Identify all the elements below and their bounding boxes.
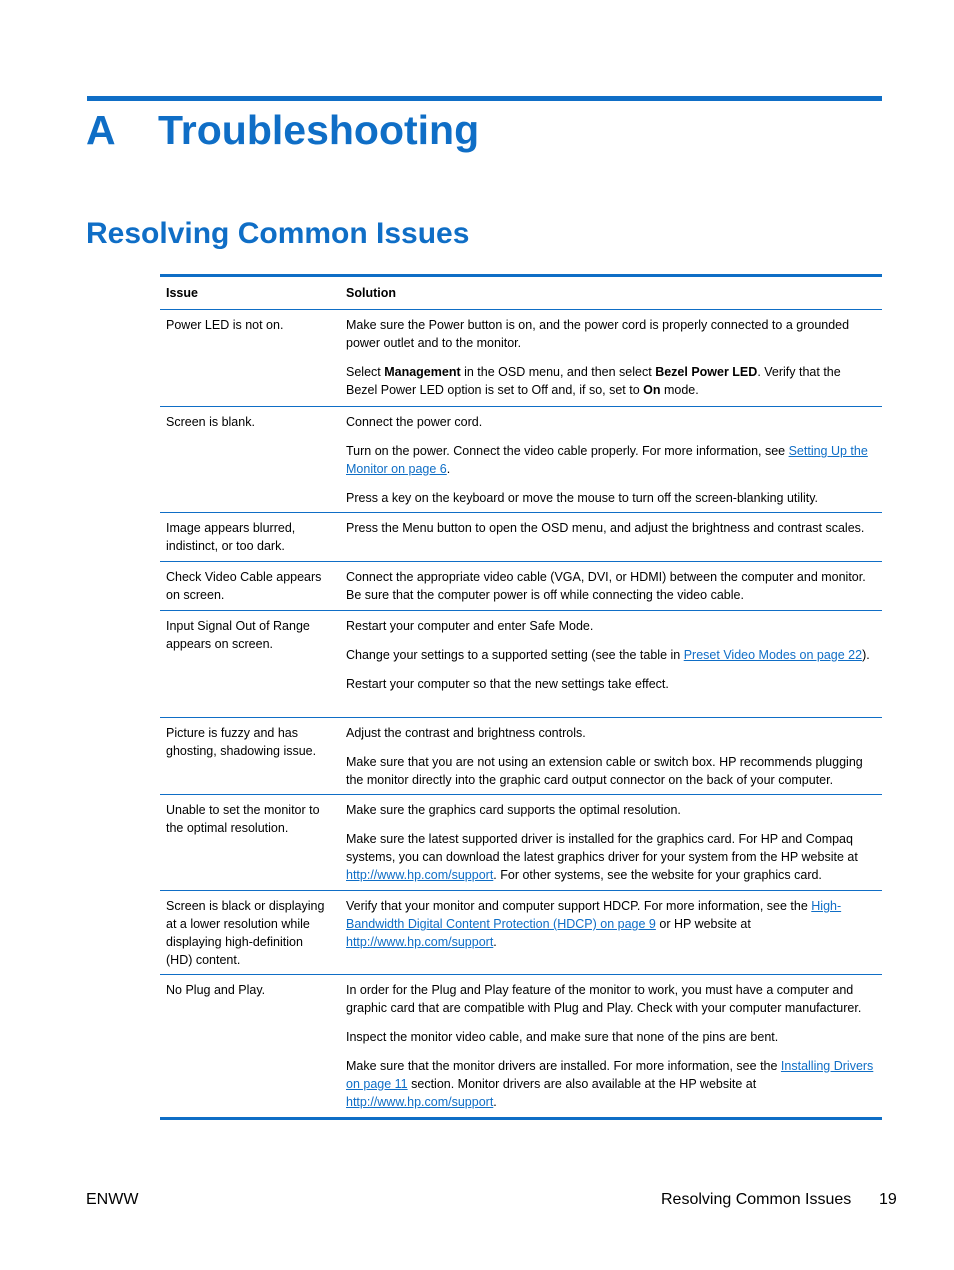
chapter-rule — [87, 96, 882, 101]
table-row — [160, 513, 882, 562]
solution-cell — [340, 562, 882, 610]
solution-text: Press the Menu button to open the OSD menu, and adjust the brightness and contrast scales. — [346, 521, 865, 535]
hp-support-link[interactable]: http://www.hp.com/support — [346, 1095, 494, 1109]
setting-up-monitor-link[interactable]: Setting Up the Monitor on page 6 — [346, 444, 868, 476]
header-solution: Solution — [346, 286, 396, 300]
solution-cell — [340, 611, 882, 717]
issue-cell: Unable to set the monitor to the optimal resolution. — [166, 803, 320, 835]
chapter-heading — [86, 104, 479, 156]
solution-text: Verify that your monitor and computer support HDCP. For more information, see the High-Bandwidth Digital Content Protection (HDCP) on page 9 or HP website at http://www.hp.com/support. — [346, 899, 842, 949]
solution-text: Restart your computer so that the new settings take effect. — [346, 677, 669, 691]
solution-text: Change your settings to a supported setting (see the table in Preset Video Modes on page 22). — [346, 648, 870, 662]
footer-enww: ENWW — [86, 1191, 139, 1208]
page-number: 19 — [879, 1191, 897, 1208]
solution-text: Make sure that the monitor drivers are installed. For more information, see the Installing Drivers on page 11 section. Monitor drivers are also available at the HP website at http://www.hp.com/support. — [346, 1059, 874, 1109]
issue-cell: Screen is blank. — [166, 415, 255, 429]
issue-cell: Image appears blurred, indistinct, or too dark. — [166, 521, 296, 553]
header-issue: Issue — [166, 286, 198, 300]
table-row — [160, 975, 882, 1117]
issue-cell: Power LED is not on. — [166, 318, 284, 332]
section-title: Resolving Common Issues — [86, 217, 470, 250]
solution-text: Connect the power cord. — [346, 415, 483, 429]
issue-cell: Picture is fuzzy and has ghosting, shadowing issue. — [166, 726, 317, 758]
installing-drivers-link[interactable]: Installing Drivers on page 11 — [346, 1059, 874, 1091]
issue-cell: Input Signal Out of Range appears on screen. — [166, 619, 310, 651]
hdcp-link[interactable]: High-Bandwidth Digital Content Protection (HDCP) on page 9 — [346, 899, 842, 931]
table-row — [160, 310, 882, 407]
hp-support-link[interactable]: http://www.hp.com/support — [346, 868, 494, 882]
solution-text: Press a key on the keyboard or move the mouse to turn off the screen-blanking utility. — [346, 491, 819, 505]
chapter-title: Troubleshooting — [158, 107, 480, 153]
table-row — [160, 718, 882, 795]
table-row — [160, 795, 882, 891]
table-row — [160, 891, 882, 975]
table-header — [160, 277, 882, 310]
troubleshooting-table — [160, 274, 882, 1120]
table-row — [160, 611, 882, 718]
preset-video-modes-link[interactable]: Preset Video Modes on page 22 — [683, 648, 863, 662]
solution-cell — [340, 513, 882, 561]
solution-text: Adjust the contrast and brightness controls. — [346, 726, 586, 740]
solution-text: Make sure the latest supported driver is installed for the graphics card. For HP and Compaq systems, you can download the latest graphics driver for your system from the HP website at http://www.hp.com/support. For other systems, see the website for your graphics card. — [346, 832, 858, 882]
solution-text: Make sure the Power button is on, and the power cord is properly connected to a grounded power outlet and to the monitor. — [346, 318, 850, 350]
solution-cell — [340, 310, 882, 406]
hp-support-link[interactable]: http://www.hp.com/support — [346, 935, 494, 949]
issue-cell: No Plug and Play. — [166, 983, 266, 997]
issue-cell: Screen is black or displaying at a lower resolution while displaying high-definition (HD) content. — [166, 899, 325, 967]
footer-section: Resolving Common Issues — [661, 1191, 852, 1208]
solution-text: Make sure that you are not using an extension cable or switch box. HP recommends plugging the monitor directly into the graphic card output connector on the back of your computer. — [346, 755, 863, 787]
table-row — [160, 562, 882, 611]
solution-cell — [340, 795, 882, 890]
solution-cell — [340, 718, 882, 794]
solution-cell — [340, 975, 882, 1117]
solution-text: Select Management in the OSD menu, and then select Bezel Power LED. Verify that the Bezel Power LED option is set to Off and, if so, set to On mode. — [346, 365, 841, 397]
solution-cell — [340, 891, 882, 974]
solution-text: Connect the appropriate video cable (VGA, DVI, or HDMI) between the computer and monitor. Be sure that the computer power is off while connecting the video cable. — [346, 570, 866, 602]
solution-text: Inspect the monitor video cable, and make sure that none of the pins are bent. — [346, 1030, 779, 1044]
solution-text: Turn on the power. Connect the video cable properly. For more information, see Setting Up the Monitor on page 6. — [346, 444, 868, 476]
solution-cell — [340, 407, 882, 512]
solution-text: Make sure the graphics card supports the optimal resolution. — [346, 803, 681, 817]
chapter-letter: A — [86, 107, 116, 153]
table-row — [160, 407, 882, 513]
solution-text: In order for the Plug and Play feature of the monitor to work, you must have a computer and graphic card that are compatible with Plug and Play. Check with your computer manufacturer. — [346, 983, 862, 1015]
solution-text: Restart your computer and enter Safe Mode. — [346, 619, 594, 633]
issue-cell: Check Video Cable appears on screen. — [166, 570, 322, 602]
